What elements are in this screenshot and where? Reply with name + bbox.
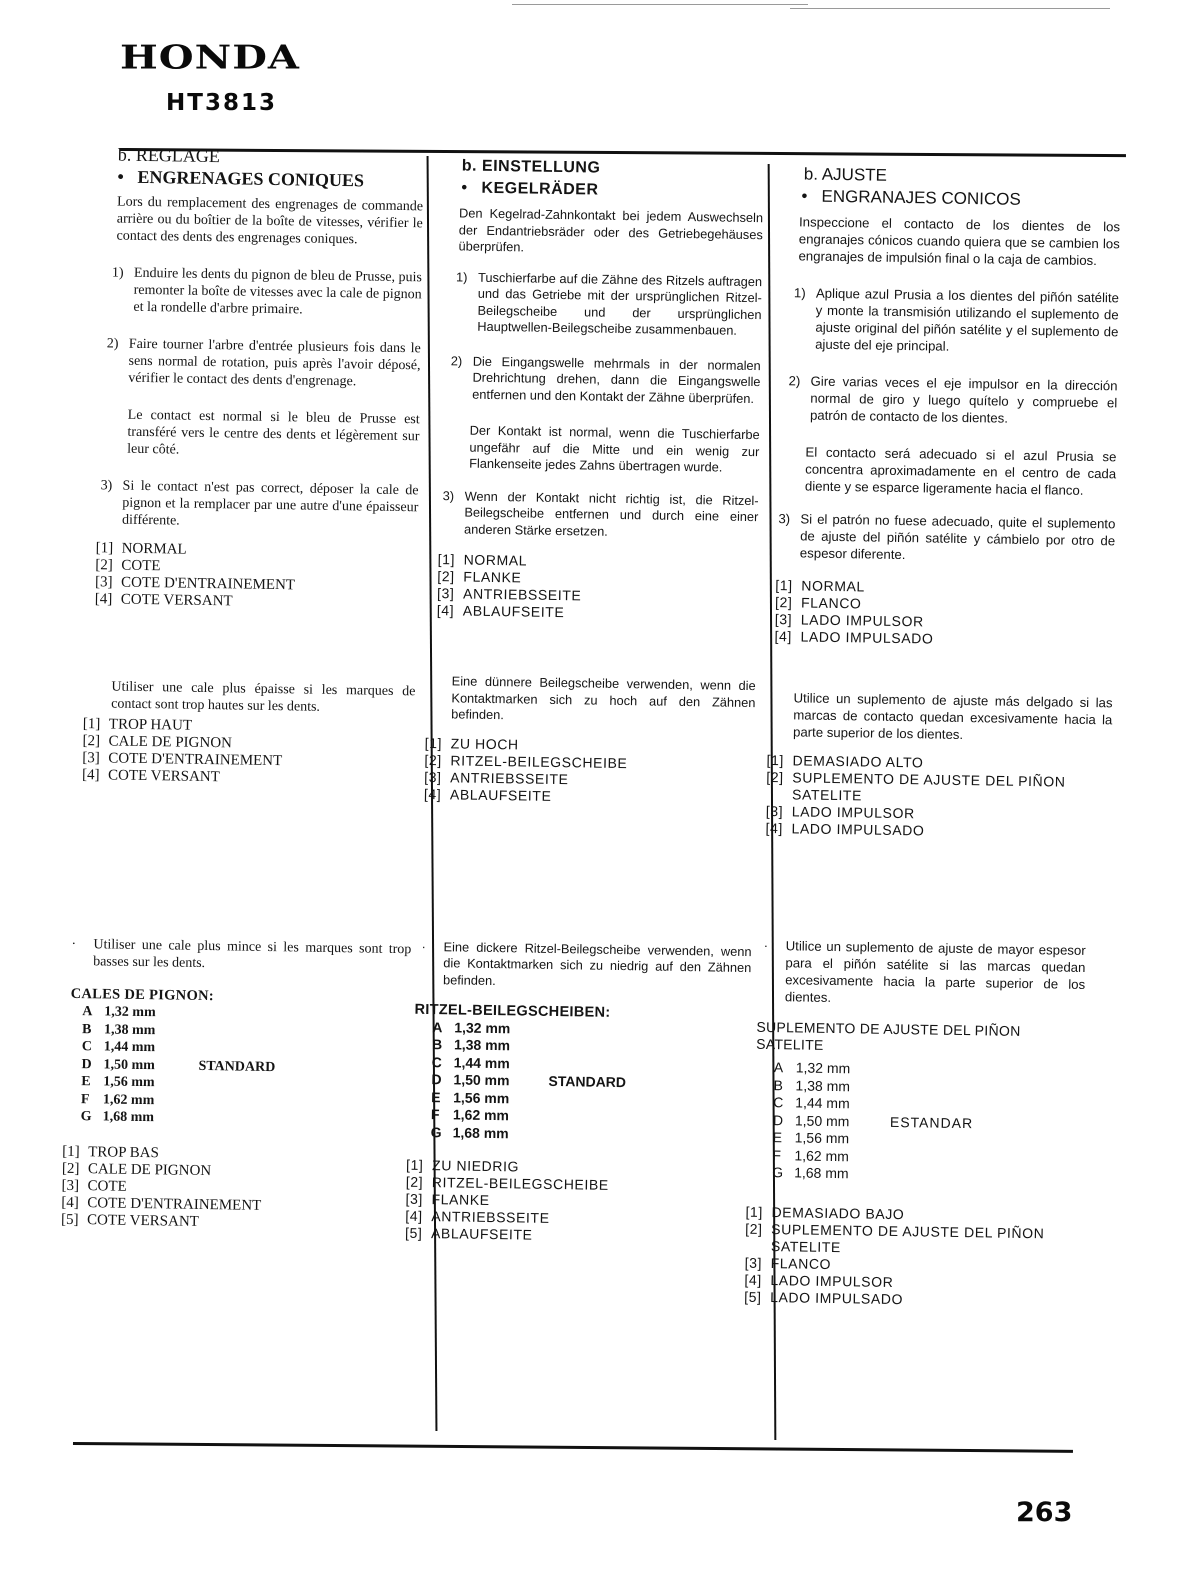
section-subheading: • ENGRENAGES CONIQUES — [117, 166, 365, 191]
shim-row: C 1,44 mm — [431, 1053, 510, 1071]
legend-item: [3] LADO IMPULSOR — [774, 611, 924, 630]
spanish-column — [744, 163, 1121, 1311]
legend-item: [4] LADO IMPULSADO — [765, 819, 925, 839]
legend-item: [1] NORMAL — [437, 551, 528, 569]
shims-list — [760, 1059, 1107, 1187]
legend-item: [3] ANTRIEBSSEITE — [436, 585, 582, 604]
legend-item: [4] LADO IMPULSOR — [744, 1271, 894, 1290]
legend-item: [4] LADO IMPULSADO — [774, 628, 934, 647]
shim-row: E 1,56 mm — [772, 1129, 850, 1147]
legend-item: [3] ANTRIEBSSEITE — [424, 768, 569, 787]
legend-item: [1] TROP HAUT — [82, 716, 193, 734]
legend-contact — [427, 551, 758, 624]
legend-item: [4] COTE D'ENTRAINEMENT — [61, 1194, 262, 1214]
step-2: 2) Gire varias veces el eje impulsor en la dirección normal de giro y luego quítelo y compruebe el patrón de contacto de los dientes. — [788, 373, 1118, 426]
shim-row: B 1,38 mm — [81, 1021, 156, 1038]
legend-item: [1] NORMAL — [95, 540, 187, 558]
shims-title: RITZEL-BEILEGSCHEIBEN: — [414, 1001, 611, 1021]
shims-title: SUPLEMENTO DE AJUSTE DEL PIÑON SATELITE — [756, 1018, 1021, 1053]
legend-too-high — [74, 716, 415, 789]
legend-item: [1] DEMASIADO BAJO — [745, 1203, 905, 1222]
legend-item: [1] ZU HOCH — [424, 734, 519, 752]
shim-row: F 1,62 mm — [772, 1146, 850, 1164]
shim-row: C 1,44 mm — [81, 1039, 156, 1056]
shim-row: G 1,68 mm — [430, 1123, 509, 1141]
legend-item: [2] SUPLEMENTO DE AJUSTE DEL PIÑON SATELITE — [745, 1220, 1045, 1255]
standard-label: STANDARD — [548, 1072, 627, 1091]
step-3: 3) Si el patrón no fuese adecuado, quite el suplemento de ajuste del piñón satélite y cámbielo por otro de espesor diferente. — [778, 511, 1116, 563]
intro-text: Den Kegelrad-Zahnkontakt bei jedem Auswechseln der Endantriebsräder oder des Getriebegehäuses überprüfen. — [458, 205, 764, 255]
shim-row: F 1,62 mm — [430, 1106, 510, 1124]
thinner-shim-note: Eine dünnere Beilegscheibe verwenden, wenn die Kontaktmarken sich zu hoch auf den Zähnen befinden. — [451, 673, 756, 723]
shims-table — [69, 1003, 411, 1131]
legend-item: [2] SUPLEMENTO DE AJUSTE DEL PIÑON SATELITE — [766, 768, 1066, 804]
model-number: HT3813 — [166, 90, 277, 116]
legend-item: [4] ABLAUFSEITE — [423, 785, 552, 804]
legend-item: [1] NORMAL — [775, 577, 865, 595]
french-column — [60, 143, 424, 1234]
legend-item: [2] CALE DE PIGNON — [61, 1160, 212, 1179]
legend-too-low — [744, 1203, 1105, 1311]
step-3: 3) Wenn der Kontakt nicht richtig ist, die Ritzel-Beilegscheibe entfernen und durch eine einer anderen Stärke ersetzen. — [442, 487, 759, 539]
shim-row: D 1,50 mm STANDARD — [81, 1056, 276, 1075]
legend-item: [4] COTE VERSANT — [81, 767, 220, 786]
legend-too-high — [765, 752, 1111, 842]
shim-row: A 1,32 mm — [432, 1018, 511, 1036]
legend-item: [3] COTE — [61, 1177, 127, 1195]
normal-contact-note: Le contact est normal si le bleu de Prusse est transféré vers le centre des dents et légèrement sur leur côté. — [127, 407, 420, 458]
shim-row: A 1,32 mm — [82, 1004, 156, 1021]
legend-item: [3] FLANCO — [744, 1254, 832, 1272]
legend-item: [3] FLANKE — [405, 1190, 490, 1209]
shim-row: A 1,32 mm — [773, 1059, 851, 1077]
legend-item: [5] ABLAUFSEITE — [404, 1224, 533, 1243]
legend-item: [5] COTE VERSANT — [60, 1211, 200, 1230]
shim-row: G 1,68 mm — [772, 1164, 849, 1182]
shim-row: G 1,68 mm — [80, 1109, 155, 1126]
section-subheading: • KEGELRÄDER — [461, 179, 599, 199]
legend-too-low — [61, 1143, 408, 1233]
legend-contact — [768, 577, 1114, 650]
shims-title: CALES DE PIGNON: — [70, 985, 215, 1005]
legend-item: [3] LADO IMPULSOR — [765, 802, 915, 822]
german-column — [404, 155, 764, 1247]
step-3: 3) Si le contact n'est pas correct, déposer la cale de pignon et la remplacer par une autre d'une épaisseur différente. — [100, 478, 419, 529]
intro-text: Inspeccione el contacto de los dientes de los engranajes cónicos cuando quiera que se cambien los engranajes de impulsión final o la caja de cambios. — [798, 214, 1121, 269]
shim-row: D 1,50 mm ESTANDAR — [772, 1111, 974, 1131]
legend-item: [2] FLANCO — [774, 594, 862, 612]
shims-list — [69, 1003, 411, 1131]
section-heading: b. AJUSTE — [803, 164, 888, 185]
legend-item: [4] ABLAUFSEITE — [436, 602, 565, 621]
legend-item: [3] COTE D'ENTRAINEMENT — [94, 574, 296, 594]
legend-too-low — [405, 1157, 748, 1247]
step-2: 2) Die Eingangswelle mehrmals in der normalen Drehrichtung drehen, dann die Eingangswelle entfernen und den Kontakt der Zähne überprüfen. — [450, 352, 761, 406]
legend-item: [4] COTE VERSANT — [94, 591, 233, 610]
standard-label: STANDARD — [198, 1058, 276, 1075]
legend-item: [2] CALE DE PIGNON — [82, 733, 233, 752]
shim-row: B 1,38 mm — [773, 1076, 851, 1094]
step-1: 1) Tuschierfarbe auf die Zähne des Ritzels auftragen und das Getriebe mit der ursprünglichen Ritzel-Beilegscheibe und der ursprünglichen Hauptwellen-Beilegscheibe zusammenbauen. — [455, 268, 763, 338]
section-subheading: • ENGRANAJES CONICOS — [801, 186, 1021, 209]
section-heading: b. EINSTELLUNG — [461, 157, 601, 177]
legend-item: [1] TROP BAS — [62, 1143, 159, 1161]
footer-rule — [73, 1442, 1073, 1453]
page-number: 263 — [1016, 1497, 1073, 1528]
top-edge-line-right — [790, 8, 1110, 9]
shim-row: D 1,50 mm STANDARD — [431, 1071, 627, 1091]
section-heading: b. REGLAGE — [117, 144, 220, 167]
thicker-shim-note: · Eine dickere Ritzel-Beilegscheibe verwenden, wenn die Kontaktmarken sich zu niedrig auf den Zähnen befinden. — [421, 938, 752, 988]
legend-item: [2] COTE — [95, 557, 161, 575]
step-2: 2) Faire tourner l'arbre d'entrée plusieurs fois dans le sens normal de rotation, puis après l'avoir déposé, vérifier le contact des dents d'engrenage. — [106, 336, 421, 390]
legend-item: [2] FLANKE — [437, 568, 522, 586]
brand-logo: HONDA — [120, 38, 300, 77]
legend-too-high — [424, 734, 755, 807]
thicker-shim-note: · Utilice un suplemento de ajuste de mayor espesor para el piñón satélite si las marcas quedan excesivamente hacia la parte superior de los dientes. — [763, 937, 1086, 1005]
thicker-shim-note: Utiliser une cale plus épaisse si les marques de contact sont trop hautes sur les dents. — [111, 679, 416, 715]
legend-item: [4] ANTRIEBSSEITE — [405, 1207, 550, 1226]
legend-item: [1] ZU NIEDRIG — [406, 1156, 520, 1175]
step-1: 1) Aplique azul Prusia a los dientes del piñón satélite y monte la transmisión utilizando el suplemento de ajuste original del piñón satélite y el suplemento de ajuste del eje principal. — [793, 285, 1120, 354]
legend-item: [1] DEMASIADO ALTO — [766, 751, 924, 771]
legend-item: [3] COTE D'ENTRAINEMENT — [82, 750, 283, 770]
shim-row: E 1,56 mm — [431, 1088, 510, 1106]
top-edge-line — [512, 4, 808, 5]
shim-row: F 1,62 mm — [80, 1091, 155, 1108]
intro-text: Lors du remplacement des engrenages de commande arrière ou du boîtier de la boîte de vitesses, vérifier le contact des dents des engrenages coniques. — [116, 194, 424, 248]
shim-row: E 1,56 mm — [81, 1074, 155, 1091]
shim-row: B 1,38 mm — [431, 1036, 511, 1054]
normal-contact-note: El contacto será adecuado si el azul Prusia se concentra aproximadamente en el centro de cada diente y se esparce ligeramente hacia el flanco. — [804, 444, 1117, 498]
shim-row: C 1,44 mm — [773, 1094, 850, 1112]
shims-list — [419, 1018, 751, 1146]
legend-item: [5] LADO IMPULSADO — [744, 1288, 904, 1307]
thinner-shim-note: · Utiliser une cale plus mince si les marques sont trop basses sur les dents. — [71, 936, 412, 972]
step-1: 1) Enduire les dents du pignon de bleu de Prusse, puis remonter la boîte de vitesses avec la cale de pignon et la rondelle d'arbre primaire. — [111, 265, 423, 318]
standard-label: ESTANDAR — [889, 1113, 974, 1131]
normal-contact-note: Der Kontakt ist normal, wenn die Tuschierfarbe ungefähr auf die Mitte und ein wenig zur Flankenseite jedes Zahns übertragen wurde. — [469, 422, 760, 475]
legend-item: [2] RITZEL-BEILEGSCHEIBE — [405, 1173, 609, 1193]
thinner-shim-note: Utilice un suplemento de ajuste más delgado si las marcas de contacto quedan excesivamente hacia la parte superior de los dientes. — [792, 690, 1113, 743]
legend-item: [2] RITZEL-BEILEGSCHEIBE — [424, 751, 628, 771]
legend-contact — [77, 540, 418, 613]
